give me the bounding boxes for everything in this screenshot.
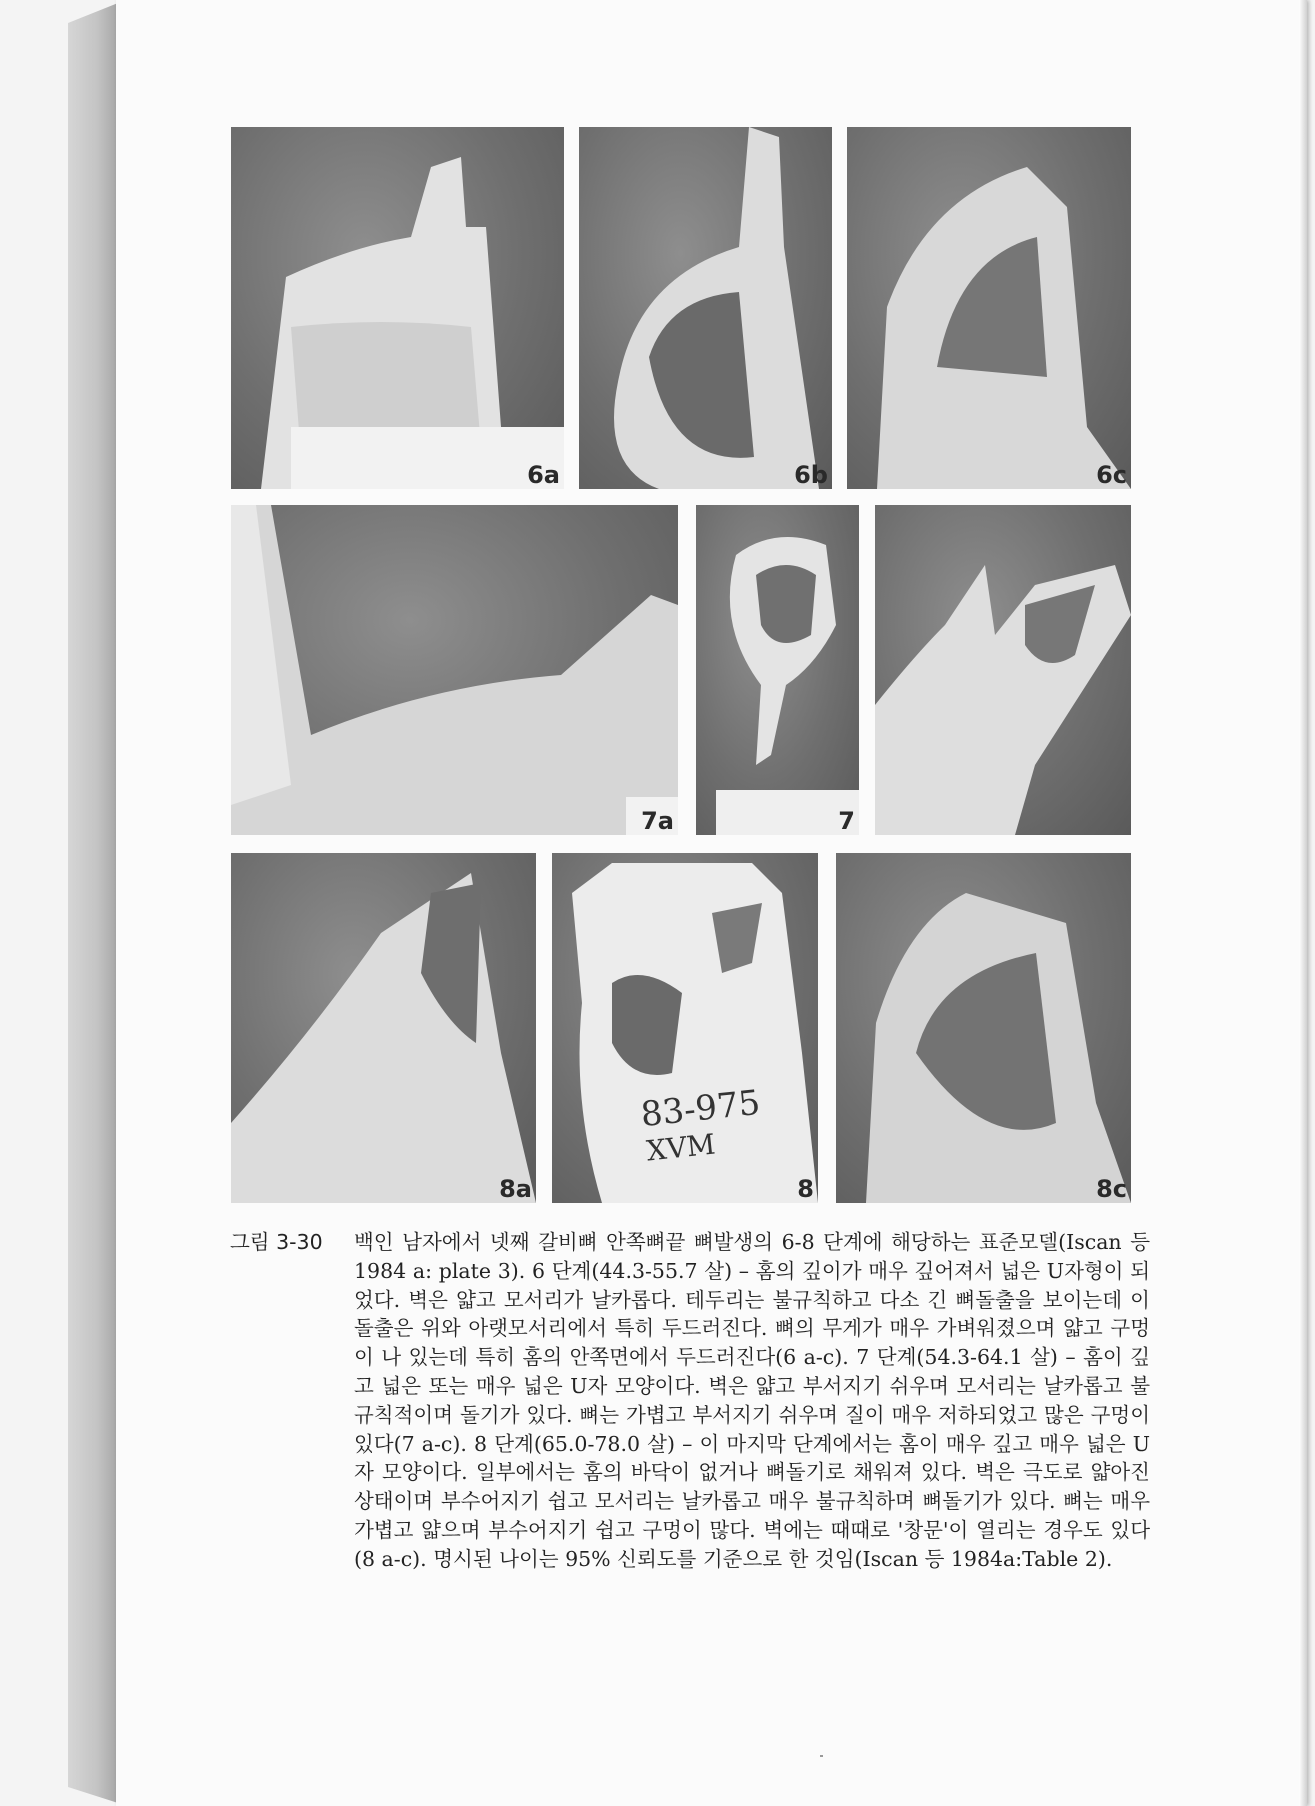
page-mark xyxy=(820,1755,823,1757)
bone-specimen-image xyxy=(231,853,536,1203)
bone-specimen-image xyxy=(231,505,678,835)
bone-specimen-image xyxy=(579,127,832,489)
photo-panel-8c xyxy=(836,853,1131,1203)
panel-label-8a: 8a xyxy=(499,1175,532,1203)
photo-panel-7a xyxy=(231,505,678,835)
photo-panel-7c xyxy=(875,505,1131,835)
specimen-initials: XVM xyxy=(644,1127,717,1168)
photo-panel-7b xyxy=(696,505,859,835)
panel-label-6b: 6b xyxy=(794,461,828,489)
bone-specimen-image xyxy=(696,505,859,835)
photo-panel-6b xyxy=(579,127,832,489)
book-spine xyxy=(68,3,118,1803)
photo-panel-8b xyxy=(552,853,818,1203)
bone-specimen-image xyxy=(847,127,1131,489)
figure-number: 그림 3-30 xyxy=(230,1230,323,1254)
photo-panel-6c xyxy=(847,127,1131,489)
panel-label-7a: 7a xyxy=(641,807,674,835)
bone-specimen-image xyxy=(875,505,1131,835)
photo-panel-6a xyxy=(231,127,564,489)
photo-panel-8a xyxy=(231,853,536,1203)
panel-label-7b: 7 xyxy=(838,807,855,835)
specimen-tag xyxy=(291,427,564,489)
caption-text: 백인 남자에서 넷째 갈비뼈 안쪽뼈끝 뼈발생의 6-8 단계에 해당하는 표준모델(Iscan 등 1984 a: plate 3). 6 단계(44.3-55.7 살) – 홈의 깊이가 매우 깊어져서 넓은 U자형이 되었다. 벽은 얇고 모서리가 날카롭다. 테두리는 불규칙하고 다소 긴 뼈돌출을 보이는데 이 돌출은 위와 아랫모서리에서 특히 두드러진다. 뼈의 무게가 매우 가벼워졌으며 얇고 구멍이 나 있는데 특히 홈의 안쪽면에서 두드러진다(6 a-c). 7 단계(54.3-64.1 살) – 홈이 깊고 넓은 또는 매우 넓은 U자 모양이다. 벽은 얇고 부서지기 쉬우며 모서리는 날카롭고 불규칙적이며 돌기가 있다. 뼈는 가볍고 부서지기 쉬우며 질이 매우 저하되었고 많은 구멍이 있다(7 a-c). 8 단계(65.0-78.0 살) – 이 마지막 단계에서는 홈이 매우 깊고 매우 넓은 U자 모양이다. 일부에서는 홈의 바닥이 없거나 뼈돌기로 채워져 있다. 벽은 극도로 얇아진 상태이며 부수어지기 쉽고 모서리는 날카롭고 매우 불규칙하며 뼈돌기가 있다. 뼈는 매우 가볍고 얇으며 부수어지기 쉽고 구멍이 많다. 벽에는 때때로 '창문'이 열리는 경우도 있다(8 a-c). 명시된 나이는 95% 신뢰도를 기준으로 한 것임(Iscan 등 1984a:Table 2). xyxy=(354,1230,1150,1571)
bone-specimen-image xyxy=(836,853,1131,1203)
panel-label-6c: 6c xyxy=(1096,461,1127,489)
panel-label-8b: 8 xyxy=(797,1175,814,1203)
bone-specimen-image xyxy=(552,853,818,1203)
page-edge xyxy=(1299,0,1307,1806)
panel-label-8c: 8c xyxy=(1096,1175,1127,1203)
specimen-number: 83-975 xyxy=(638,1082,763,1136)
panel-label-6a: 6a xyxy=(527,461,560,489)
